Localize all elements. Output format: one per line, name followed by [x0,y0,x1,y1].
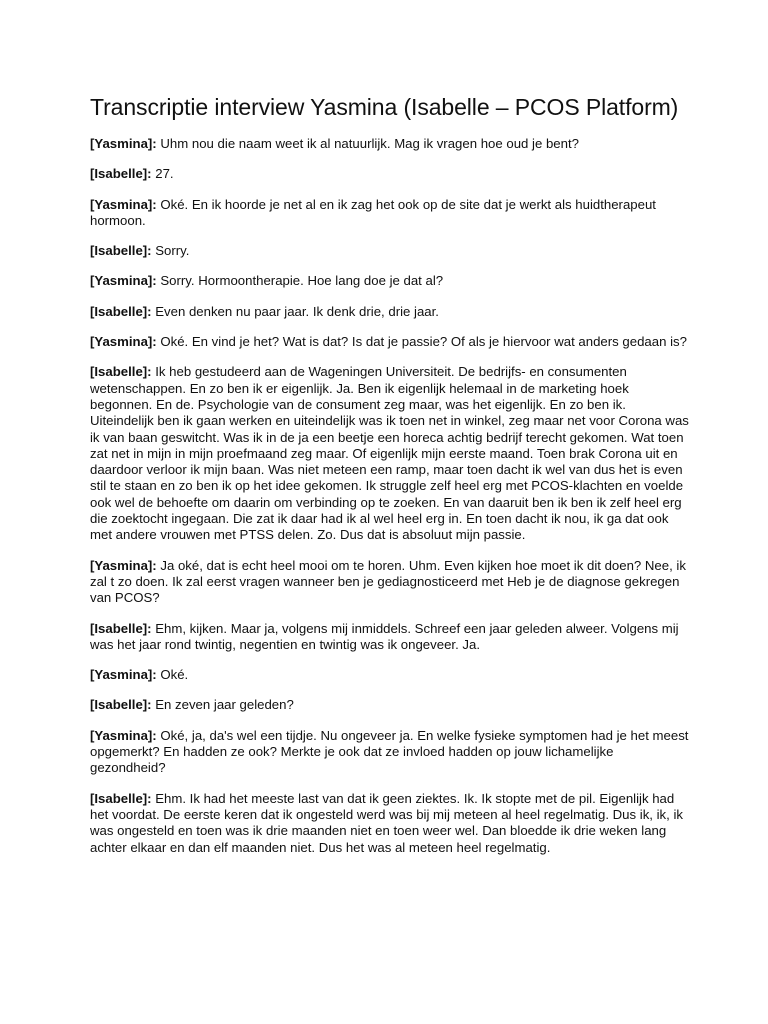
utterance-text: Oké. En vind je het? Wat is dat? Is dat je passie? Of als je hiervoor wat anders gedaan is? [160,334,687,350]
transcript-body [90,136,690,870]
utterance-text: Uhm nou die naam weet ik al natuurlijk. Mag ik vragen hoe oud je bent? [160,136,579,151]
transcript-turn [90,621,690,654]
transcript-turn [90,273,690,289]
speaker-label: [Isabelle]: [90,303,152,319]
utterance-text: Ehm, kijken. Maar ja, volgens mij inmiddels. Schreef een jaar geleden alweer. Volgens mij was het jaar rond twintig, negentien en twintig was ik ongeveer. Ja. [90,620,679,652]
transcript-turn [90,243,690,259]
utterance-text: Ehm. Ik had het meeste last van dat ik geen ziektes. Ik. Ik stopte met de pil. Eigenlijk had het voordat. De eerste keren dat ik ongesteld werd was bij mij meteen al heel regelmatig. Dus ik, ik, ik was ongesteld en toen was ik drie maanden niet en toen weer wel. Dan bloedde ik drie weken lang achter elkaar en dan elf maanden niet. Dus het was al meteen heel regelmatig. [90,790,683,855]
document-title: Transcriptie interview Yasmina (Isabelle – PCOS Platform) [90,94,679,120]
speaker-label: [Yasmina]: [90,273,157,289]
transcript-turn [90,136,690,152]
speaker-label: [Yasmina]: [90,727,157,743]
utterance-text: Sorry. [155,243,190,259]
utterance-text: Oké. [160,667,189,683]
transcript-turn [90,166,690,182]
utterance-text: Oké. En ik hoorde je net al en ik zag het ook op de site dat je werkt als huidtherapeut hormoon. [90,196,656,228]
utterance-text: Even denken nu paar jaar. Ik denk drie, drie jaar. [155,303,439,319]
utterance-text: Sorry. Hormoontherapie. Hoe lang doe je dat al? [160,273,444,289]
document-page [90,0,690,1024]
transcript-turn [90,558,690,607]
utterance-text: 27. [155,166,174,182]
speaker-label: [Isabelle]: [90,364,152,380]
transcript-turn [90,334,690,350]
utterance-text: En zeven jaar geleden? [155,697,294,713]
transcript-turn [90,697,690,713]
transcript-turn [90,197,690,230]
utterance-text: Oké, ja, da's wel een tijdje. Nu ongeveer ja. En welke fysieke symptomen had je het meest opgemerkt? En hadden ze ook? Merkte je ook dat ze invloed hadden op jouw lichamelijke gezondheid? [90,727,689,776]
speaker-label: [Isabelle]: [90,620,152,636]
transcript-turn [90,304,690,320]
speaker-label: [Yasmina]: [90,334,157,350]
transcript-turn [90,667,690,683]
speaker-label: [Isabelle]: [90,790,152,806]
utterance-text: Ik heb gestudeerd aan de Wageningen Universiteit. De bedrijfs- en consumenten wetenschappen. En zo ben ik er eigenlijk. Ja. Ben ik eigenlijk helemaal in de marketing hoek begonnen. En de. Psychologie van de consument zeg maar, was het eigenlijk. En zo ben ik. Uiteindelijk ben ik gaan werken en uiteindelijk was ik toen net in winkel, zeg maar net voor Corona was ik van baan geswitcht. Was ik in de ja een beetje een horeca achtig bedrijf terecht gekomen. Wat toen zat net in mijn in mijn proefmaand zeg maar. Of eigenlijk mijn eerste maand. Toen brak Corona uit en daardoor verloor ik mijn baan. Was niet meteen een ramp, maar toen dacht ik wel van dus het is even stil te staan en zo ben ik op het idee gekomen. Ik struggle zelf heel erg met PCOS-klachten en voelde ook wel de behoefte om daarin om verbinding op te zoeken. En van daaruit ben ik ben ik zelf heel erg die zoektocht ingegaan. Die zat ik daar had ik al wel heel erg in. En toen dacht ik nou, ik ga dat ook met andere vrouwen met PTSS delen. Zo. Dus dat is absoluut mijn passie. [90,364,689,543]
transcript-turn [90,791,690,856]
speaker-label: [Yasmina]: [90,557,157,573]
speaker-label: [Isabelle]: [90,166,152,182]
speaker-label: [Isabelle]: [90,697,152,713]
utterance-text: Ja oké, dat is echt heel mooi om te horen. Uhm. Even kijken hoe moet ik dit doen? Nee, ik zal t zo doen. Ik zal eerst vragen wanneer ben je gediagnosticeerd met Heb je de diagnose gekregen van PCOS? [90,557,686,606]
transcript-turn [90,728,690,777]
transcript-turn [90,364,690,543]
speaker-label: [Yasmina]: [90,196,157,212]
speaker-label: [Isabelle]: [90,243,152,259]
speaker-label: [Yasmina]: [90,667,157,683]
speaker-label: [Yasmina]: [90,136,157,151]
